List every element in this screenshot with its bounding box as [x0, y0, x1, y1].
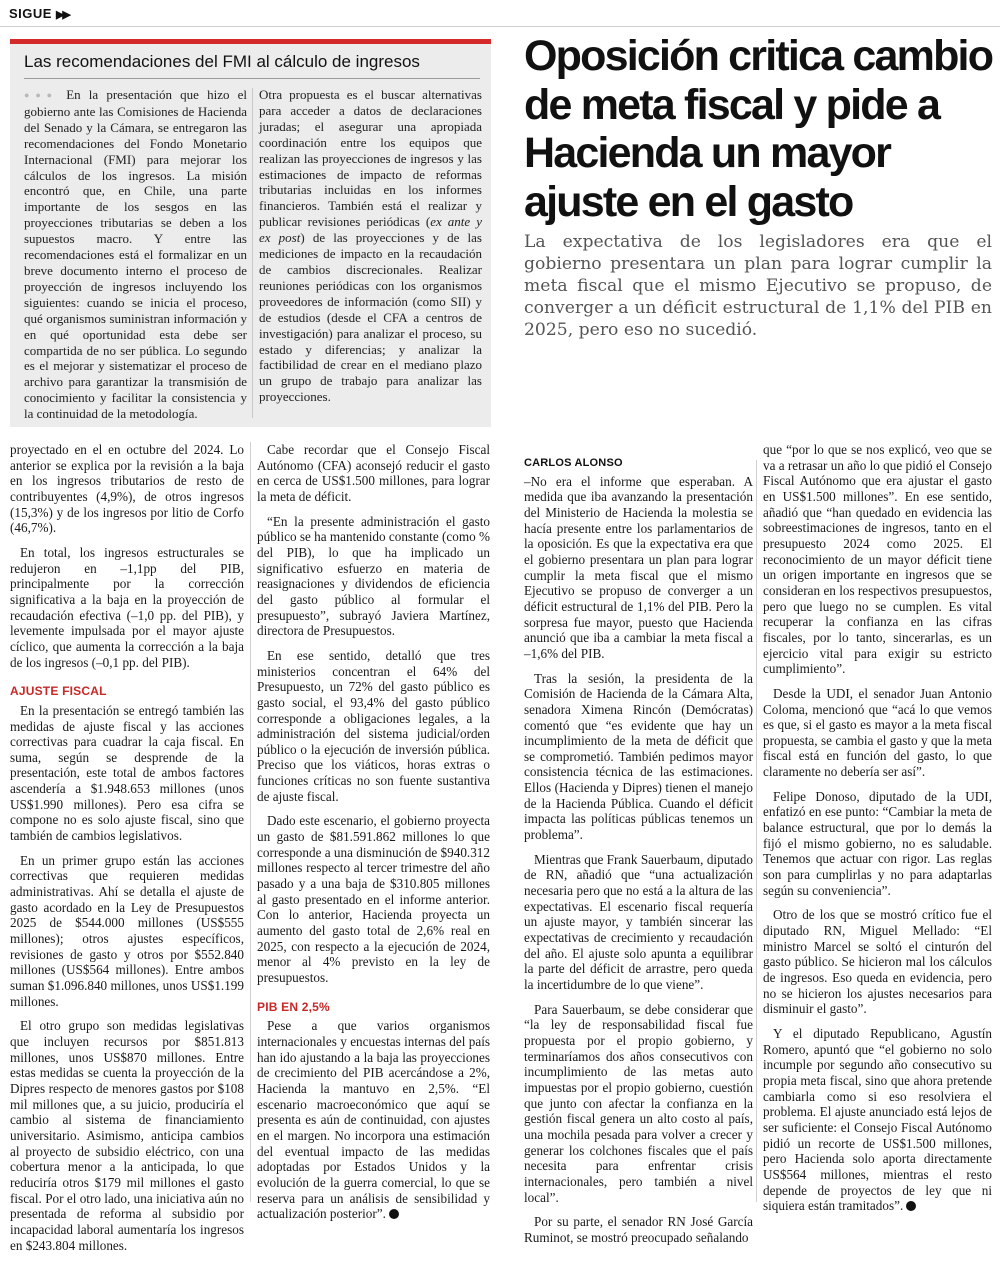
paragraph: En ese sentido, detalló que tres ministerios concentran el 64% del Presupuesto, un 72% del gasto público es gasto social, el 93,4% del gasto público corresponde a obligaciones legales, a la administración del sistema judicial/orden público o la ejecución de inversión pública. Preciso que los viáticos, horas extras o funciones críticas no son fuente sustantiva de ajuste fiscal.: [257, 647, 490, 804]
column-divider-2: [756, 460, 757, 1202]
article-headline: Oposición critica cambio de meta fiscal y pide a Hacienda un mayor ajuste en el gasto: [524, 32, 993, 226]
double-arrow-icon: ▶▶: [55, 9, 69, 21]
paragraph: Cabe recordar que el Consejo Fiscal Autónomo (CFA) aconsejó reducir el gasto en cerca de US$1.500 millones, para lograr la meta de déficit.: [257, 442, 490, 504]
paragraph: Dado este escenario, el gobierno proyecta un gasto de $81.591.862 millones lo que corresponde a una disminución de $940.312 millones respecto al tercer trimestre del año pasado y a una baja de $310.805 millones al gasto presentado en el informe anterior. Con lo anterior, Hacienda proyecta un aumento del gasto total de 2,6% real en 2025, con respecto a la ejecución de 2024, menor al 4% previsto en la ley de presupuestos.: [257, 813, 490, 985]
box-text-italic: ex ante y ex post: [259, 214, 482, 246]
paragraph: Por su parte, el senador RN José García Ruminot, se mostró preocupado señalando: [524, 1214, 753, 1245]
paragraph-text: Y el diputado Republicano, Agustín Romero, apuntó que “el gobierno no solo incumple por segundo año consecutivo su propia meta fiscal, sino que ahora pretende cambiarla como si eso resolviera el problema. El ajuste anunciado está lejos de ser suficiente: el Consejo Fiscal Autónomo pidió un recorte de US$1.500 millones, pero Hacienda solo aporta directamente US$564 millones, mientras el resto depende de proyectos de ley que ni siquiera están tramitados”.: [763, 1025, 992, 1214]
column-divider-1: [250, 442, 251, 1202]
byline: CARLOS ALONSO: [524, 457, 623, 469]
bullet-dots-icon: ●●●: [24, 90, 59, 100]
box-text-2a: Otra propuesta es el buscar alternativas para acceder a datos de declaraciones juradas; el asegurar una apropiada coordinación entre los equipos que realizan las proyecciones de ingresos y las estimaciones de impacto de reformas tributarias incluidas en los informes financieros. También está el realizar y publicar revisiones periódicas (: [259, 87, 482, 230]
paragraph: El otro grupo son medidas legislativas que incluyen recursos por $851.813 millones, unos US$870 millones. Entre estas medidas se cuenta la proyección de la Dipres respecto de menores gastos por $108 mil millones que, a su juicio, produciría el cambio al sistema de financiamiento universitario. Asimismo, anticipa cambios al proyecto de subsidio eléctrico, con una cobertura menor a la anticipada, lo que reduciría otros $179 mil millones el gasto fiscal. Por el otro lado, una iniciativa aún no presentada de reforma al subsidio por incapacidad laboral aumentaría los ingresos en $243.804 millones.: [10, 1018, 244, 1253]
box-title: Las recomendaciones del FMI al cálculo de ingresos: [24, 52, 420, 71]
paragraph: proyectado en el en octubre del 2024. Lo anterior se explica por la revisión a la baja en los ingresos tributarios de resto de contribuyentes (4,9%), de otros ingresos (15,3%) y de los ingresos por litio de Corfo (46,7%).: [10, 442, 244, 536]
body-column-4: [763, 442, 992, 1223]
box-text-1: En la presentación que hizo el gobierno ante las Comisiones de Hacienda del Senado y la Cámara, se entregaron las recomendaciones del Fondo Monetario Internacional (FMI) para mejorar los cálculos de los ingresos. La misión encontró que, en Chile, una parte importante de los sesgos en las proyecciones tributarias se deben a los supuestos macro. Y entre las recomendaciones está el formalizar en un breve documento interno el proceso de proyección de ingresos incluyendo los siguientes: cuando se inicia el proceso, qué organismos suministran información y en qué oportunidad esta debe ser compartida de no ser pública. Lo segundo es el mejorar y sistematizar el proceso de archivo para garantizar la transmisión de conocimiento y facilitar la consistencia y la continuidad de la metodología.: [24, 87, 247, 422]
paragraph: Felipe Donoso, diputado de la UDI, enfatizó en ese punto: “Cambiar la meta de balance estructural, que por lo demás la fijó el mismo gobierno, no es saludable. Tenemos que actuar con rigor. Las reglas son para cumplirlas y no para adaptarlas según su conveniencia”.: [763, 788, 992, 898]
body-column-2: [257, 442, 490, 1231]
continues-label: SIGUE ▶▶: [9, 6, 69, 21]
top-rule: [0, 26, 1000, 27]
paragraph: “En la presente administración el gasto público se ha mantenido constante (como % del PIB), lo que ha implicado un significativo esfuerzo en materia de reasignaciones y dividendos de eficiencia del gasto público al formular el presupuesto”, subrayó Javiera Martínez, directora de Presupuestos.: [257, 513, 490, 639]
end-mark-icon: [906, 1201, 916, 1211]
paragraph: [257, 1018, 490, 1222]
paragraph: En total, los ingresos estructurales se redujeron en –1,1pp del PIB, principalmente por la corrección significativa a la baja en la proyección de recaudación efectiva (–1,0 pp. del PIB), y levemente impulsada por el mayor ajuste cíclico, que aumenta la corrección a la baja de los ingresos (–0,1 pp. del PIB).: [10, 544, 244, 670]
paragraph: –No era el informe que esperaban. A medida que iba avanzando la presentación del Ministerio de Hacienda la molestia se hacía presente entre los parlamentarios de la oposición. Es que la expectativa era que el gobierno presentara un plan para lograr cumplir la meta fiscal que el mismo Ejecutivo se propuso de converger a un déficit estructural de 1,1% del PIB. Pero la sorpresa fue mayor, puesto que Hacienda anunció que iba a cambiar la meta fiscal a –1,6% del PIB.: [524, 473, 753, 661]
paragraph: Mientras que Frank Sauerbaum, diputado de RN, añadió que “una actualización necesaria pero que no está a la altura de las expectativas. El escenario fiscal requería un ajuste mayor, y también sincerar las expectativas de crecimiento y recaudación del año. El ajuste solo apunta a equilibrar la parte del déficit de arrastre, pero queda la incertidumbre de lo que viene”.: [524, 851, 753, 992]
paragraph: En un primer grupo están las acciones correctivas que requieren medidas administrativas. Ahí se detalla el ajuste de gasto acordado en la Ley de Presupuestos 2025 de $544.000 millones (US$555 millones); otros ajustes específicos, revisiones de gasto y otros por $552.840 millones (US$564 millones). Entre ambos suman $1.096.840 millones, unos US$1.199 millones.: [10, 852, 244, 1009]
box-title-rule: [24, 78, 480, 79]
paragraph-text: Pese a que varios organismos internacionales y encuestas internas del país han ido ajustando a la baja las proyecciones de crecimiento del PIB acercándose a 2%, Hacienda la mantuvo en 2,5%. “El escenario macroeconómico que aquí se presenta es aún de continuidad, con ajustes en el margen. No incorpora una estimación del eventual impacto de las medidas adoptadas por Estados Unidos y la evolución de la guerra comercial, lo que se reserva para un análisis de sensibilidad y actualización posterior”.: [257, 1018, 490, 1222]
paragraph: [763, 1026, 992, 1214]
end-mark-icon: [389, 1209, 399, 1219]
article-subtitle: La expectativa de los legisladores era que el gobierno presentara un plan para lograr cumplir la meta fiscal que el mismo Ejecutivo se propuso, de converger a un déficit estructural de 1,1% del PIB en 2025, pero eso no sucedió.: [524, 232, 992, 340]
section-heading-gdp: PIB EN 2,5%: [257, 999, 330, 1014]
box-column-divider: [252, 88, 253, 418]
body-column-1: [10, 442, 244, 1262]
box-accent-bar: [10, 39, 491, 44]
paragraph: Desde la UDI, el senador Juan Antonio Coloma, mencionó que “acá lo que vemos es que, si el gasto es mayor a la meta fiscal propuesta, se cambia el gasto y que la meta fiscal está en función del gasto, lo que claramente no debería ser así”.: [763, 685, 992, 780]
paragraph: que “por lo que se nos explicó, veo que se va a retrasar un año lo que pidió el Consejo Fiscal Autónomo que era ajustar el gasto en US$1.500 millones”. En ese sentido, añadió que “han quedado en evidencia las sobreestimaciones de ingresos, tanto en el presupuesto 2024 como 2025. El reconocimiento de un mayor déficit tiene un origen importante en ingresos que se consideran en los respectivos presupuestos, pero que luego no se cumplen. Es vital recuperar la confianza en las cifras fiscales, por lo tanto, sincerarlas, es un ejercicio vital para exigir su estricto cumplimiento”.: [763, 442, 992, 677]
box-text-2b: ) de las proyecciones y de las mediciones de impacto en la recaudación de cambios discrecionales. Realizar reuniones periódicas con los organismos proveedores de información (como SII) y de estudios (desde el CFA a centros de investigación) para analizar el proceso, su estado y diferencias; y analizar la factibilidad de crear en el mediano plazo un grupo de trabajo para analizar las proyecciones.: [259, 230, 482, 405]
body-column-3: [524, 456, 753, 1255]
paragraph: Otro de los que se mostró crítico fue el diputado RN, Miguel Mellado: “El ministro Marcel se soltó el cinturón del gasto público. Se hicieron mal los cálculos de ingresos. Eso queda en evidencia, pero no se hicieron los ajustes necesarios para disminuir el gasto”.: [763, 907, 992, 1017]
paragraph: Tras la sesión, la presidenta de la Comisión de Hacienda de la Cámara Alta, senadora Ximena Rincón (Demócratas) comentó que “es evidente que hay un incumplimiento de la meta de déficit que se comprometió. También pedimos mayor consistencia técnica de las estimaciones. Ellos (Hacienda y Dipres) tienen el manejo de la Hacienda Pública. Cuando el déficit impacta las políticas públicas tenemos un problema”.: [524, 670, 753, 843]
box-column-1: [24, 87, 247, 422]
box-column-2: [259, 87, 482, 405]
paragraph: Para Sauerbaum, se debe considerar que “la ley de responsabilidad fiscal fue propuesta por el propio gobierno, y terminaríamos dos años consecutivos con incumplimiento de las metas auto impuestas por el propio gobierno, cuestión que junto con afectar la confianza en la gestión fiscal genera un alto costo al país, una mochila pesada para volver a crecer y generar los colchones fiscales que el país necesita para enfrentar crisis internacionales, pero también a nivel local”.: [524, 1001, 753, 1205]
paragraph: En la presentación se entregó también las medidas de ajuste fiscal y las acciones correctivas para cuadrar la caja fiscal. En suma, según se desprende de la presentación, este total de ambos factores ascendería a $1.948.653 millones (unos US$1.990 millones). Pero esa cifra se compone no es solo ajuste fiscal, sino que también de cambios legislativos.: [10, 702, 244, 844]
section-heading-fiscal-adjustment: AJUSTE FISCAL: [10, 684, 107, 699]
